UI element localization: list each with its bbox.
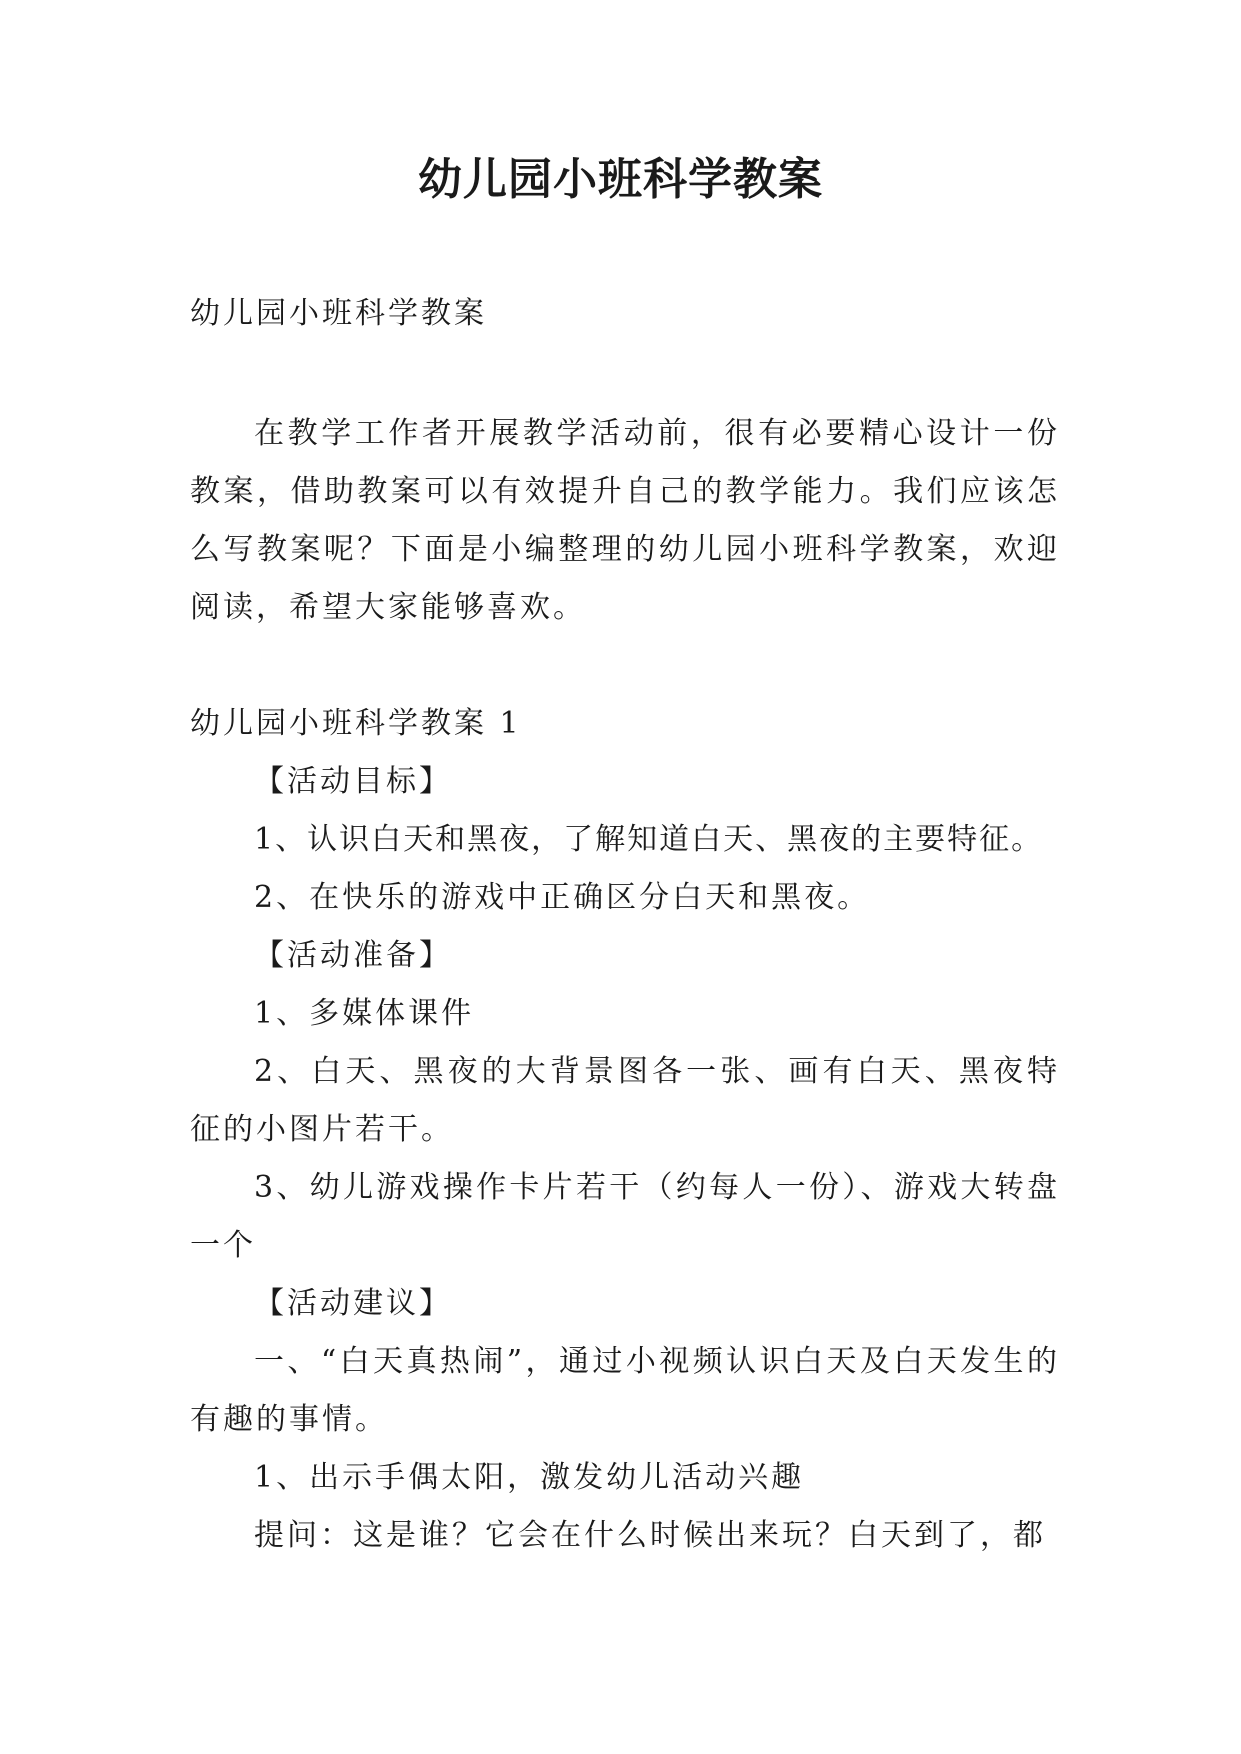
document-subtitle: 幼儿园小班科学教案: [190, 296, 487, 331]
goal-heading: 【活动目标】: [254, 764, 452, 799]
prep-item-2: 2、白天、黑夜的大背景图各一张、画有白天、黑夜特征的小图片若干。: [190, 1054, 1060, 1147]
suggest-item-1: 一、“白天真热闹”，通过小视频认识白天及白天发生的有趣的事情。: [190, 1344, 1060, 1437]
goal-item-2: 2、在快乐的游戏中正确区分白天和黑夜。: [254, 880, 871, 915]
document-title: 幼儿园小班科学教案: [418, 154, 823, 205]
section-title: 幼儿园小班科学教案 1: [190, 706, 522, 741]
goal-item-1: 1、认识白天和黑夜，了解知道白天、黑夜的主要特征。: [254, 822, 1044, 857]
suggest-item-1-1: 1、出示手偶太阳，激发幼儿活动兴趣: [254, 1460, 805, 1495]
suggest-heading: 【活动建议】: [254, 1286, 452, 1321]
question-paragraph: 提问：这是谁？它会在什么时候出来玩？白天到了，都: [254, 1518, 1046, 1553]
prep-heading: 【活动准备】: [254, 938, 452, 973]
document-body: [190, 285, 1060, 1565]
prep-item-3: 3、幼儿游戏操作卡片若干（约每人一份）、游戏大转盘一个: [190, 1170, 1060, 1263]
prep-item-1: 1、多媒体课件: [254, 996, 475, 1031]
intro-paragraph: 在教学工作者开展教学活动前，很有必要精心设计一份教案，借助教案可以有效提升自己的教学能力。我们应该怎么写教案呢？下面是小编整理的幼儿园小班科学教案，欢迎阅读，希望大家能够喜欢。: [190, 416, 1060, 625]
